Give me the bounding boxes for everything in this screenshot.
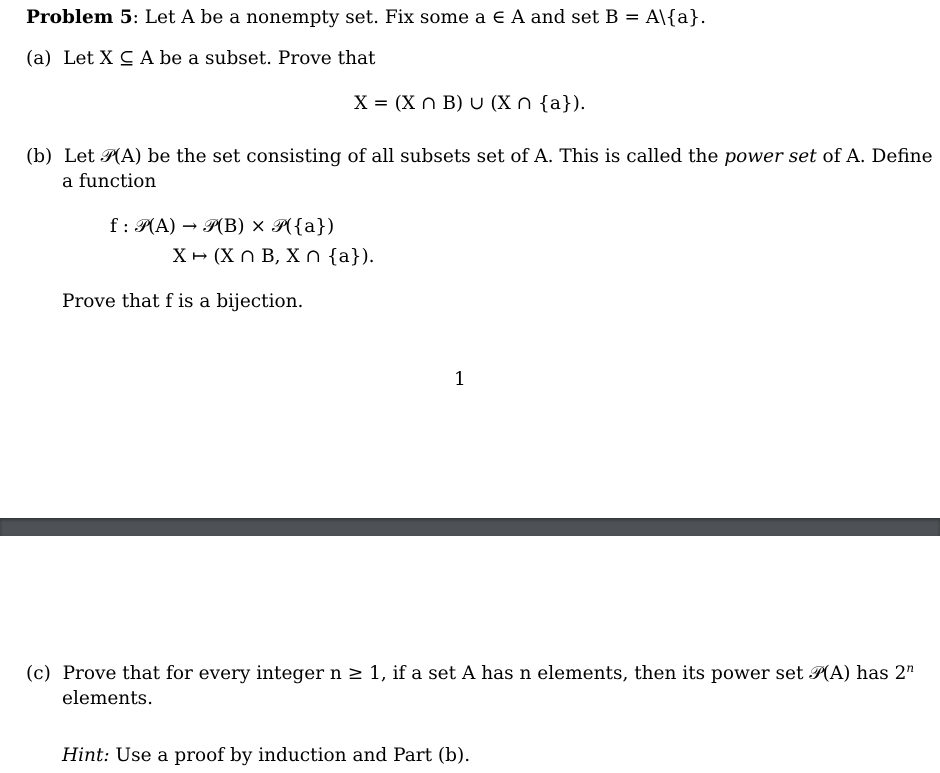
problem-heading-colon: : <box>132 7 139 28</box>
part-b-map-rule: X ↦ (X ∩ B, X ∩ {a}). <box>173 246 375 267</box>
part-a-equation <box>0 92 940 116</box>
part-b-conclusion <box>62 290 303 314</box>
part-a-statement-line <box>26 47 375 71</box>
part-b-statement-post: of A. Define <box>816 146 933 167</box>
part-b-statement-line2 <box>62 170 156 194</box>
part-a-statement: Let X ⊆ A be a subset. Prove that <box>63 48 376 69</box>
problem-header <box>26 6 706 30</box>
page-number-text: 1 <box>454 369 466 390</box>
part-b-statement-pre: Let 𝒫(A) be the set consisting of all subsets set of A. This is called the <box>64 146 725 167</box>
part-b-map-signature: f : 𝒫(A) → 𝒫(B) × 𝒫({a}) <box>110 216 335 237</box>
part-c-statement-line1 <box>26 662 914 686</box>
part-c-statement-line2 <box>62 687 153 711</box>
part-c-hint-label: Hint: <box>62 745 110 766</box>
part-c-hint-text: Use a proof by induction and Part (b). <box>109 745 471 766</box>
part-b-map-line1 <box>110 215 334 239</box>
part-b-map-line2 <box>173 245 375 269</box>
part-c-label: (c) <box>26 663 51 684</box>
part-c-statement-line2-text: elements. <box>62 688 154 709</box>
part-b-statement-line1 <box>26 145 933 169</box>
part-a-label: (a) <box>26 48 52 69</box>
part-c-exponent: n <box>906 660 915 675</box>
page-number <box>454 368 466 392</box>
document-page-2 <box>0 536 940 773</box>
part-b-power-set-term: power set <box>724 146 817 167</box>
problem-intro: Let A be a nonempty set. Fix some a ∈ A and set B = A\{a}. <box>144 7 706 28</box>
part-a-equation-text: X = (X ∩ B) ∪ (X ∩ {a}). <box>354 93 586 114</box>
part-b-conclusion-text: Prove that f is a bijection. <box>62 291 304 312</box>
part-c-statement: Prove that for every integer n ≥ 1, if a set A has n elements, then its power set 𝒫(A) has 2 <box>62 663 907 684</box>
page-separator <box>0 518 940 536</box>
part-b-statement-line2-text: a function <box>62 171 157 192</box>
part-c-hint <box>62 744 470 768</box>
part-b-label: (b) <box>26 146 53 167</box>
problem-heading: Problem 5 <box>26 7 133 28</box>
